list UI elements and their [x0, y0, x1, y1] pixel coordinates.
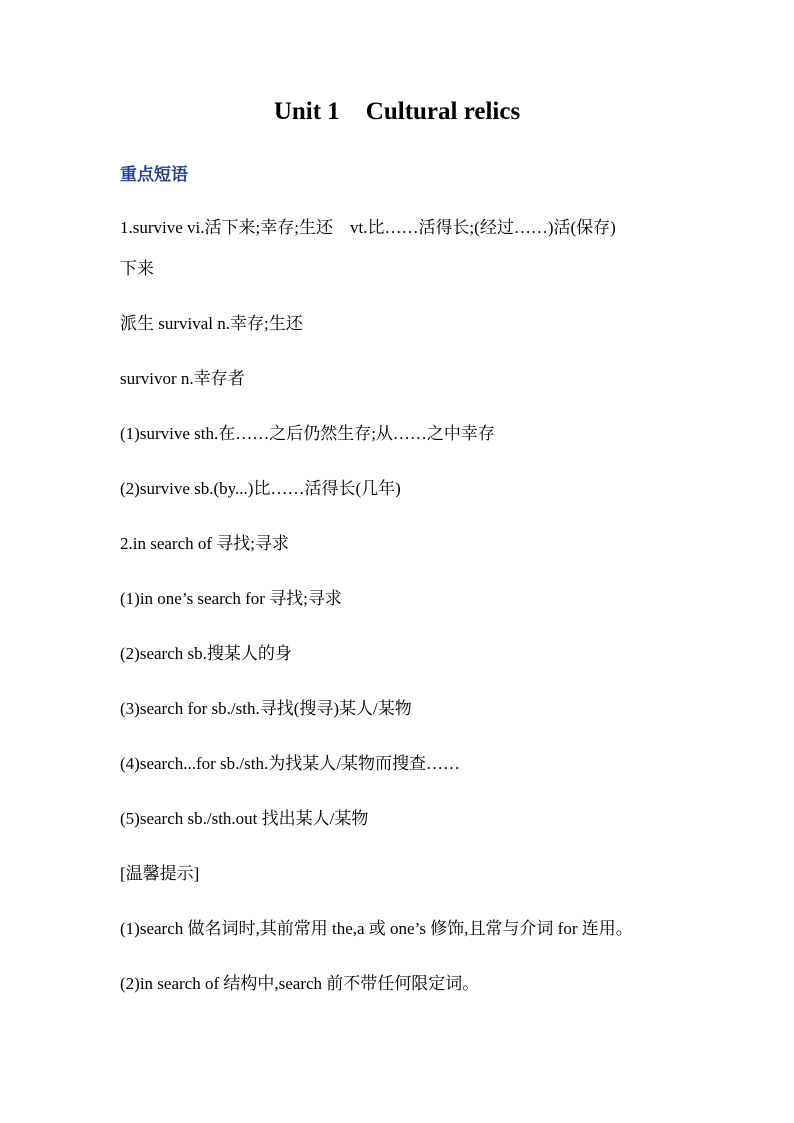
- text-line: (1)in one’s search for 寻找;寻求: [120, 589, 342, 608]
- section-heading: 重点短语: [120, 165, 188, 184]
- page-title: [0, 98, 794, 126]
- text-line: (3)search for sb./sth.寻找(搜寻)某人/某物: [120, 699, 412, 718]
- text-line: (2)in search of 结构中,search 前不带任何限定词。: [120, 974, 480, 993]
- text-line: (2)survive sb.(by...)比……活得长(几年): [120, 479, 401, 498]
- text-line: (1)survive sth.在……之后仍然生存;从……之中幸存: [120, 424, 495, 443]
- text-line: 下来: [120, 259, 154, 278]
- text-line: 2.in search of 寻找;寻求: [120, 534, 290, 553]
- text-line: (1)search 做名词时,其前常用 the,a 或 one’s 修饰,且常与介词 for 连用。: [120, 919, 633, 938]
- text-line: (5)search sb./sth.out 找出某人/某物: [120, 809, 369, 828]
- text-line: (4)search...for sb./sth.为找某人/某物而搜查……: [120, 754, 460, 773]
- text-line: 派生 survival n.幸存;生还: [120, 314, 303, 333]
- text-line: survivor n.幸存者: [120, 369, 245, 388]
- text-line: [温馨提示]: [120, 864, 200, 883]
- title-topic: Cultural relics: [365, 98, 521, 125]
- title-unit: Unit 1: [273, 98, 340, 125]
- text-line: (2)search sb.搜某人的身: [120, 644, 292, 663]
- text-line: 1.survive vi.活下来;幸存;生还 vt.比……活得长;(经过……)活(保存): [120, 218, 616, 237]
